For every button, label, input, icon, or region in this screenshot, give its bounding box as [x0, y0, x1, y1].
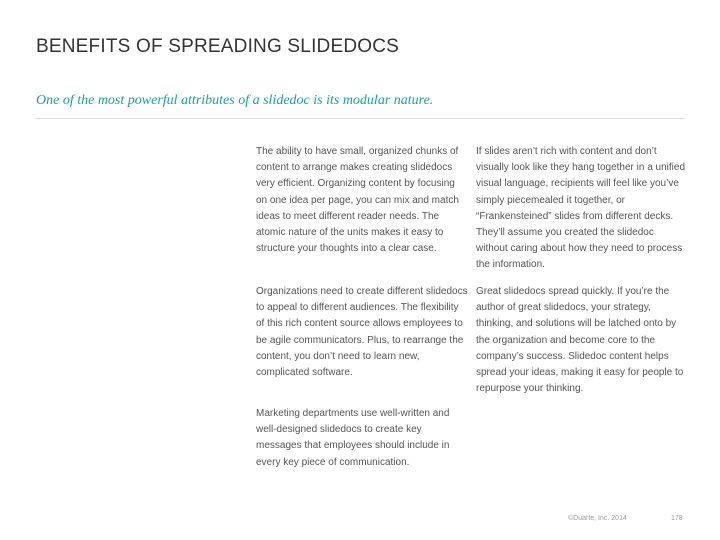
paragraph-efficiency: The ability to have small, organized chunks of content to arrange makes creating slidedocs very efficient. Organizing content by focusing on one idea per page, you can mix and match ideas to meet different reader needs. The atomic nature of the units makes it easy to structure your thoughts into a clear case.	[256, 146, 459, 255]
paragraph-audiences: Organizations need to create different slidedocs to appeal to different audiences. The flexibility of this rich content source allows employees to be agile communicators. Plus, to rearrange the content, you don’t need to learn new, complicated software.	[256, 286, 468, 379]
slide-subtitle: One of the most powerful attributes of a slidedoc is its modular nature.	[36, 93, 434, 108]
paragraph-marketing: Marketing departments use well-written and well-designed slidedocs to create key messages that employees should include in every key piece of communication.	[256, 408, 450, 468]
divider	[36, 118, 684, 119]
paragraph-spread-quickly: Great slidedocs spread quickly. If you’re the author of great slidedocs, your strategy, thinking, and solutions will be latched onto by the organization and become core to the company’s success. Slidedoc content helps spread your ideas, making it easy for people to repurpose your thinking.	[476, 286, 684, 395]
footer-copyright: ©Duarte, Inc. 2014	[568, 515, 627, 522]
paragraph-visual-language: If slides aren’t rich with content and don’t visually look like they hang together in a unified visual language, recipients will feel like you’ve simply piecemealed it together, or “Frankensteined” slides from different decks. They’ll assume you created the slidedoc without caring about how they need to process the information.	[476, 146, 686, 271]
slide-title: BENEFITS OF SPREADING SLIDEDOCS	[36, 36, 400, 57]
page-number: 178	[671, 515, 683, 522]
